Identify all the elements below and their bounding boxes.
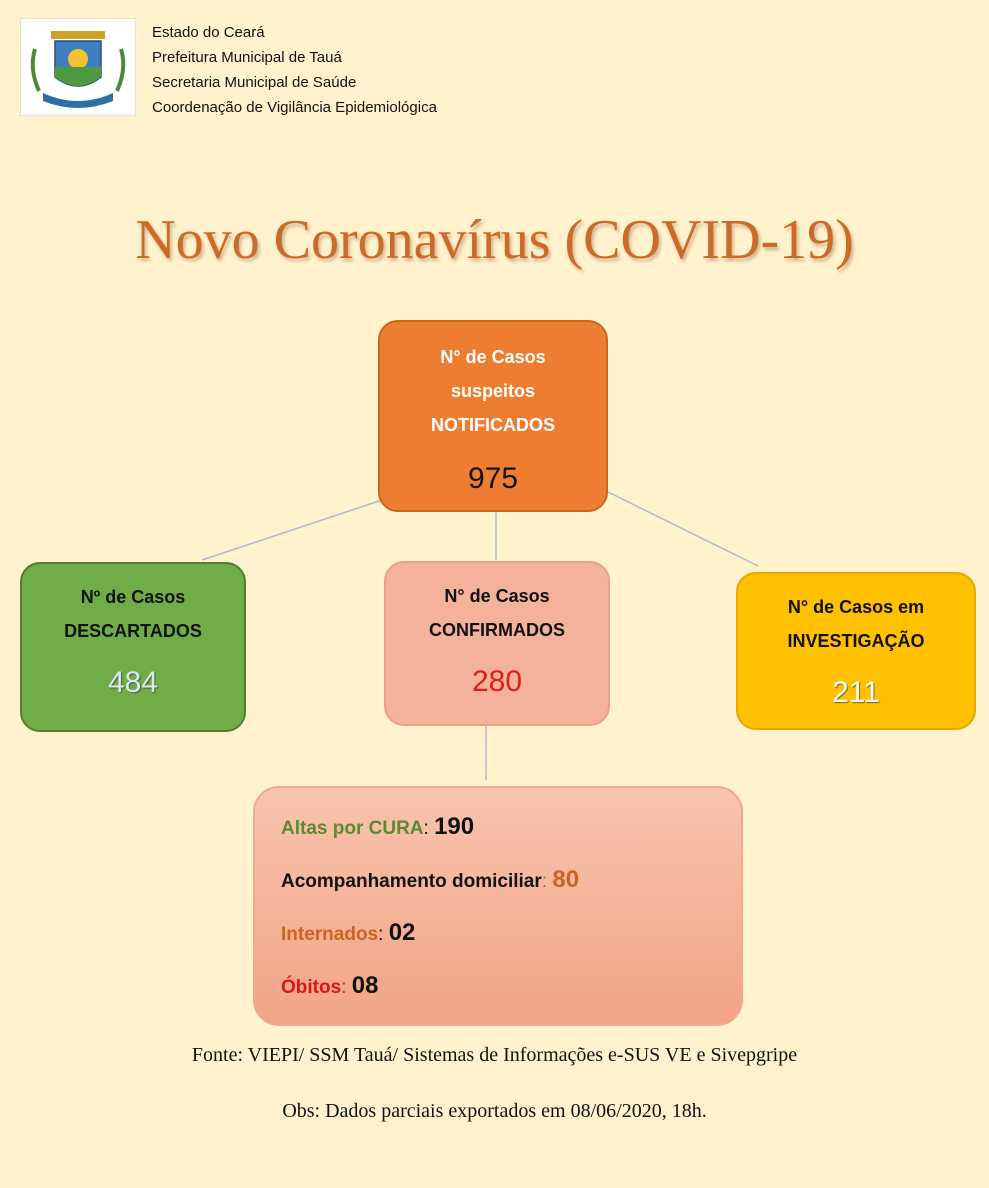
state-name: Estado do Ceará [152,24,265,41]
connector-notified-discarded [202,500,382,560]
investigating-label-line1: N° de Casos em [787,597,925,617]
notified-label-line3: NOTIFICADOS [431,415,555,435]
notified-label-line2: suspeitos [450,381,536,401]
recovered-count: 190 [434,813,475,840]
hospitalized-count: 02 [388,919,416,946]
health-secretariat-name: Secretaria Municipal de Saúde [152,74,357,91]
home-care-row [281,863,717,916]
home-care-label: Acompanhamento domiciliar [281,871,542,892]
deaths-count: 08 [351,972,379,999]
discarded-label-line1: Nº de Casos [80,587,186,607]
notified-cases-box [378,320,608,512]
discarded-cases-box [20,562,246,732]
confirmed-label-line1: N° de Casos [444,586,550,606]
confirmed-outcomes-box [253,786,743,1026]
recovered-separator: : [423,818,435,839]
deaths-row [281,969,717,1022]
connector-notified-investigating [608,492,758,566]
observation-note: Obs: Dados parciais exportados em 08/06/2020, 18h. [282,1100,707,1122]
investigating-cases-box [736,572,976,730]
recovered-label: Altas por CURA [281,818,424,839]
confirmed-label-line2: CONFIRMADOS [429,620,565,640]
home-care-separator: : [541,871,553,892]
hospitalized-label: Internados [281,924,379,945]
surveillance-coordination-name: Coordenação de Vigilância Epidemiológica [152,99,437,116]
deaths-separator: : [341,977,352,998]
city-hall-name: Prefeitura Municipal de Tauá [152,49,342,66]
confirmed-cases-box [384,561,610,726]
hospitalized-separator: : [378,924,389,945]
discarded-count: 484 [107,666,159,699]
discarded-label-line2: DESCARTADOS [64,621,202,641]
hospitalized-row [281,916,717,969]
page-title: Novo Coronavírus (COVID-19) [135,209,854,271]
data-source-note: Fonte: VIEPI/ SSM Tauá/ Sistemas de Informações e-SUS VE e Sivepgripe [191,1044,798,1066]
investigating-label-line2: INVESTIGAÇÃO [787,631,925,651]
confirmed-count: 280 [471,665,523,698]
recovered-row [281,810,717,863]
notified-label-line1: N° de Casos [440,347,546,367]
investigating-count: 211 [832,676,880,709]
notified-count: 975 [467,462,519,495]
home-care-count: 80 [552,866,580,893]
deaths-label: Óbitos [281,977,342,998]
